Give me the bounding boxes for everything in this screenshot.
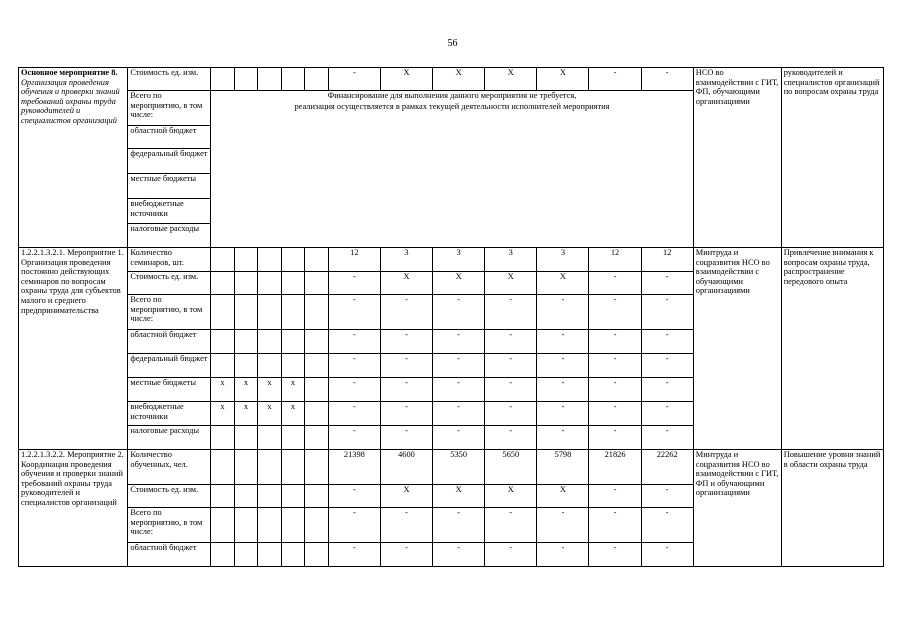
mark-cell xyxy=(258,295,282,330)
value-cell: - xyxy=(537,378,589,402)
row-label: внебюджетные источники xyxy=(128,199,211,224)
value-cell: - xyxy=(328,508,380,543)
row-label: областной бюджет xyxy=(128,330,211,354)
executor-cell: Минтруда и соцразвития НСО во взаимодействии с обучающими организациями xyxy=(693,248,781,450)
value-cell: - xyxy=(433,295,485,330)
value-cell: - xyxy=(380,508,432,543)
value-cell: - xyxy=(641,543,693,567)
value-cell: - xyxy=(589,295,641,330)
result-cell: Повышение уровня знаний в области охраны труда xyxy=(781,450,883,567)
executor-cell: НСО во взаимодействии с ГИТ, ФП, обучающими организациями xyxy=(693,68,781,248)
value-cell: - xyxy=(328,378,380,402)
mark-cell xyxy=(305,543,329,567)
row-label: федеральный бюджет xyxy=(128,354,211,378)
value-cell: - xyxy=(485,508,537,543)
measure-1-description: Организация проведения постоянно действующих семинаров по вопросам охраны труда для субъектов малого и среднего предпринимательства xyxy=(21,257,121,315)
mark-cell xyxy=(258,354,282,378)
value-cell: - xyxy=(485,543,537,567)
mark-cell: x xyxy=(281,378,305,402)
financing-note xyxy=(211,91,694,248)
row-label: Всего по мероприятию, в том числе: xyxy=(128,295,211,330)
mark-cell xyxy=(234,426,258,450)
row-label: налоговые расходы xyxy=(128,224,211,248)
mark-cell xyxy=(281,450,305,485)
value-cell: X xyxy=(537,272,589,295)
row-label: Стоимость ед. изм. xyxy=(128,485,211,508)
mark-cell xyxy=(281,354,305,378)
row-label: местные бюджеты xyxy=(128,174,211,199)
mark-cell xyxy=(281,543,305,567)
mark-cell xyxy=(305,402,329,426)
value-cell: - xyxy=(641,402,693,426)
mark-cell xyxy=(305,426,329,450)
mark-cell xyxy=(234,272,258,295)
value-cell: - xyxy=(328,330,380,354)
table-row xyxy=(19,450,884,485)
measure-2-code: 1.2.2.1.3.2.2. Мероприятие 2. xyxy=(21,450,124,459)
row-label: Всего по мероприятию, в том числе: xyxy=(128,508,211,543)
mark-cell xyxy=(211,543,235,567)
value-cell: - xyxy=(589,68,641,91)
value-cell: - xyxy=(589,426,641,450)
value-cell: - xyxy=(641,426,693,450)
mark-cell xyxy=(281,272,305,295)
value-cell: - xyxy=(328,354,380,378)
mark-cell xyxy=(305,354,329,378)
mark-cell: x xyxy=(281,402,305,426)
value-cell: - xyxy=(589,330,641,354)
result-cell: руководителей и специалистов организаций по вопросам охраны труда xyxy=(781,68,883,248)
value-cell: - xyxy=(485,295,537,330)
value-cell: 21398 xyxy=(328,450,380,485)
row-label: налоговые расходы xyxy=(128,426,211,450)
mark-cell xyxy=(211,485,235,508)
value-cell: - xyxy=(433,508,485,543)
value-cell: 5350 xyxy=(433,450,485,485)
value-cell: - xyxy=(537,354,589,378)
mark-cell xyxy=(281,330,305,354)
mark-cell: x xyxy=(234,402,258,426)
mark-cell xyxy=(234,295,258,330)
mark-cell: x xyxy=(211,378,235,402)
value-cell: X xyxy=(537,485,589,508)
mark-cell xyxy=(281,485,305,508)
mark-cell xyxy=(211,248,235,272)
mark-cell xyxy=(211,354,235,378)
mark-cell xyxy=(211,272,235,295)
program-measures-table xyxy=(18,67,884,567)
value-cell: - xyxy=(485,330,537,354)
financing-note-line: Финансирование для выполнения данного мероприятия не требуется, xyxy=(327,91,577,100)
value-cell: - xyxy=(537,508,589,543)
value-cell: - xyxy=(641,295,693,330)
value-cell: X xyxy=(380,485,432,508)
row-label: Количество обученных, чел. xyxy=(128,450,211,485)
mark-cell: x xyxy=(234,378,258,402)
value-cell: X xyxy=(537,68,589,91)
value-cell: - xyxy=(641,378,693,402)
result-cell: Привлечение внимания к вопросам охраны труда, распространение передового опыта xyxy=(781,248,883,450)
mark-cell xyxy=(305,378,329,402)
row-label: Всего по мероприятию, в том числе: xyxy=(128,91,211,126)
value-cell: - xyxy=(380,295,432,330)
mark-cell xyxy=(305,272,329,295)
table-row xyxy=(19,68,884,91)
value-cell: 3 xyxy=(485,248,537,272)
value-cell: - xyxy=(328,426,380,450)
mark-cell xyxy=(234,68,258,91)
value-cell: 5650 xyxy=(485,450,537,485)
row-label: Количество семинаров, шт. xyxy=(128,248,211,272)
financing-note-line: реализация осуществляется в рамках текущей деятельности исполнителей мероприятия xyxy=(294,101,610,111)
main-measure-description: Организация проведения обучения и проверки знаний требований охраны труда руководителей и специалистов организаций xyxy=(21,77,120,125)
row-label: Стоимость ед. изм. xyxy=(128,68,211,91)
value-cell: - xyxy=(380,402,432,426)
value-cell: - xyxy=(589,543,641,567)
mark-cell xyxy=(234,248,258,272)
value-cell: - xyxy=(589,354,641,378)
value-cell: 4600 xyxy=(380,450,432,485)
value-cell: - xyxy=(433,330,485,354)
mark-cell xyxy=(258,508,282,543)
mark-cell xyxy=(258,485,282,508)
mark-cell xyxy=(281,248,305,272)
mark-cell: x xyxy=(258,378,282,402)
row-label: Стоимость ед. изм. xyxy=(128,272,211,295)
mark-cell xyxy=(258,330,282,354)
mark-cell xyxy=(211,68,235,91)
value-cell: - xyxy=(641,272,693,295)
mark-cell xyxy=(234,508,258,543)
mark-cell xyxy=(234,543,258,567)
value-cell: - xyxy=(589,485,641,508)
value-cell: - xyxy=(589,402,641,426)
value-cell: - xyxy=(485,402,537,426)
mark-cell xyxy=(234,450,258,485)
value-cell: - xyxy=(641,330,693,354)
mark-cell xyxy=(234,354,258,378)
value-cell: - xyxy=(485,378,537,402)
value-cell: - xyxy=(433,378,485,402)
measure-1-code: 1.2.2.1.3.2.1. Мероприятие 1. xyxy=(21,248,124,257)
mark-cell xyxy=(281,508,305,543)
mark-cell xyxy=(305,485,329,508)
value-cell: X xyxy=(485,68,537,91)
value-cell: - xyxy=(380,378,432,402)
value-cell: - xyxy=(433,354,485,378)
mark-cell xyxy=(305,248,329,272)
value-cell: X xyxy=(433,272,485,295)
row-label: местные бюджеты xyxy=(128,378,211,402)
value-cell: X xyxy=(485,272,537,295)
mark-cell xyxy=(258,543,282,567)
value-cell: - xyxy=(641,68,693,91)
row-label: областной бюджет xyxy=(128,543,211,567)
value-cell: - xyxy=(537,295,589,330)
value-cell: - xyxy=(641,485,693,508)
mark-cell xyxy=(281,68,305,91)
value-cell: - xyxy=(641,354,693,378)
main-measure-title-cell xyxy=(19,68,128,248)
mark-cell xyxy=(211,426,235,450)
value-cell: - xyxy=(485,354,537,378)
mark-cell xyxy=(305,330,329,354)
measure-2-title-cell xyxy=(19,450,128,567)
value-cell: 22262 xyxy=(641,450,693,485)
row-label: внебюджетные источники xyxy=(128,402,211,426)
measure-2-description: Координация проведения обучения и проверки знаний требований охраны труда руководителей и специалистов организаций xyxy=(21,459,123,507)
mark-cell xyxy=(234,330,258,354)
value-cell: 12 xyxy=(328,248,380,272)
mark-cell xyxy=(305,295,329,330)
measure-1-title-cell xyxy=(19,248,128,450)
mark-cell xyxy=(211,330,235,354)
table-row xyxy=(19,248,884,272)
mark-cell xyxy=(305,508,329,543)
value-cell: - xyxy=(328,295,380,330)
mark-cell xyxy=(281,426,305,450)
value-cell: X xyxy=(380,68,432,91)
value-cell: - xyxy=(380,330,432,354)
value-cell: - xyxy=(380,543,432,567)
value-cell: - xyxy=(328,543,380,567)
value-cell: - xyxy=(380,354,432,378)
mark-cell xyxy=(258,272,282,295)
mark-cell xyxy=(258,426,282,450)
mark-cell xyxy=(211,295,235,330)
mark-cell xyxy=(258,450,282,485)
mark-cell xyxy=(211,508,235,543)
mark-cell: x xyxy=(211,402,235,426)
value-cell: X xyxy=(433,68,485,91)
value-cell: 12 xyxy=(589,248,641,272)
value-cell: - xyxy=(433,426,485,450)
value-cell: - xyxy=(537,402,589,426)
value-cell: - xyxy=(380,426,432,450)
value-cell: - xyxy=(537,543,589,567)
value-cell: 3 xyxy=(537,248,589,272)
value-cell: X xyxy=(380,272,432,295)
value-cell: - xyxy=(537,330,589,354)
value-cell: 21826 xyxy=(589,450,641,485)
mark-cell xyxy=(305,68,329,91)
value-cell: 5798 xyxy=(537,450,589,485)
value-cell: - xyxy=(589,272,641,295)
value-cell: - xyxy=(328,485,380,508)
value-cell: - xyxy=(433,543,485,567)
mark-cell xyxy=(211,450,235,485)
value-cell: - xyxy=(589,508,641,543)
mark-cell xyxy=(234,485,258,508)
page-number: 56 xyxy=(447,38,458,49)
executor-cell: Минтруда и соцразвития НСО во взаимодействии с ГИТ, ФП и обучающими организациями xyxy=(693,450,781,567)
mark-cell xyxy=(258,248,282,272)
row-label: федеральный бюджет xyxy=(128,149,211,174)
value-cell: - xyxy=(433,402,485,426)
value-cell: - xyxy=(328,68,380,91)
mark-cell xyxy=(258,68,282,91)
value-cell: 3 xyxy=(380,248,432,272)
value-cell: - xyxy=(537,426,589,450)
value-cell: 3 xyxy=(433,248,485,272)
value-cell: X xyxy=(433,485,485,508)
value-cell: 12 xyxy=(641,248,693,272)
value-cell: - xyxy=(485,426,537,450)
value-cell: - xyxy=(641,508,693,543)
main-measure-code: Основное мероприятие 8. xyxy=(21,68,118,77)
value-cell: - xyxy=(589,378,641,402)
mark-cell xyxy=(305,450,329,485)
mark-cell xyxy=(281,295,305,330)
value-cell: - xyxy=(328,272,380,295)
mark-cell: x xyxy=(258,402,282,426)
value-cell: - xyxy=(328,402,380,426)
row-label: областной бюджет xyxy=(128,126,211,149)
value-cell: X xyxy=(485,485,537,508)
